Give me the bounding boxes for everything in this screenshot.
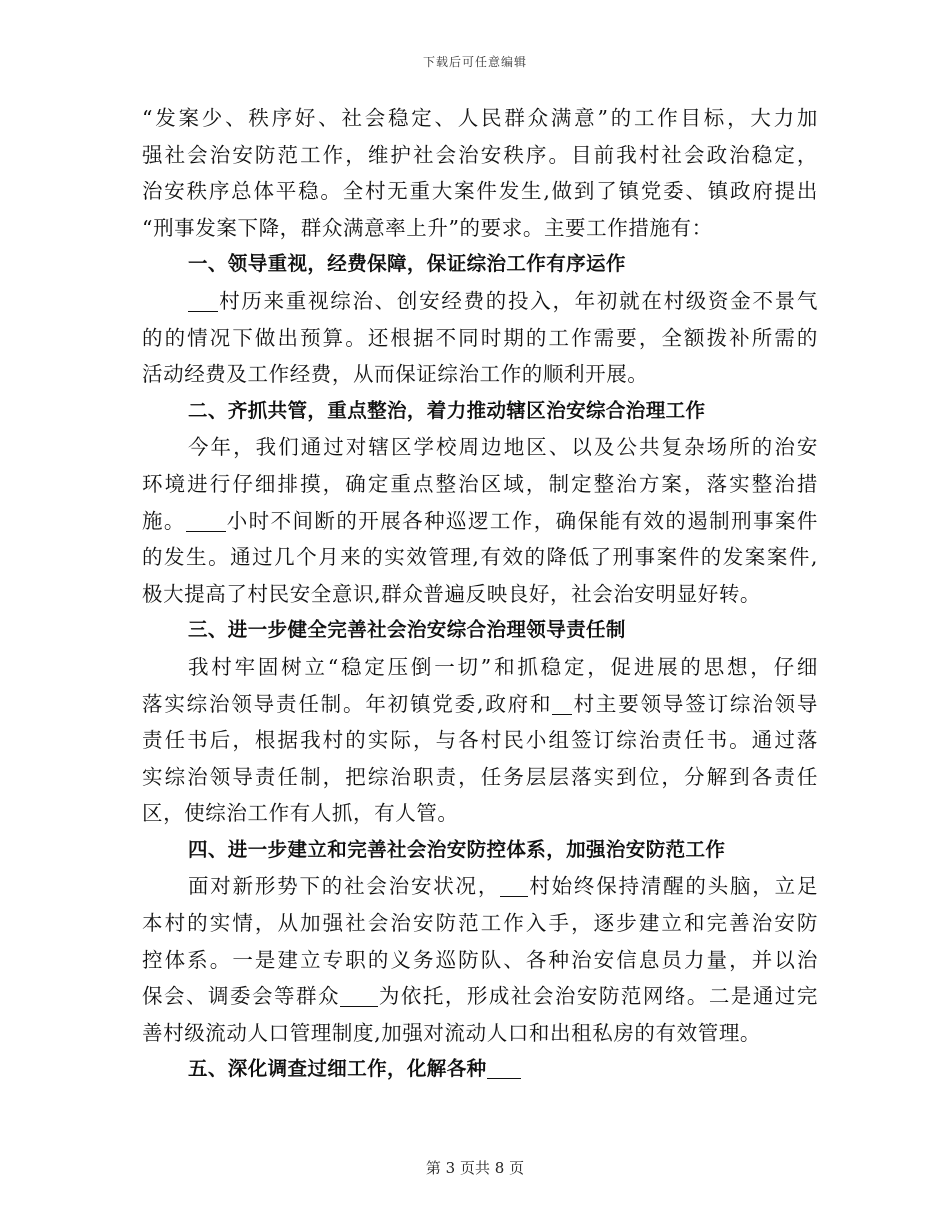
- section-1-line-2: 的的情况下做出预算。还根据不同时期的工作需要，全额拨补所需的: [142, 325, 818, 350]
- section-2-line-4: 的发生。通过几个月来的实效管理,有效的降低了刑事案件的发案案件,: [142, 545, 818, 570]
- section-3-line-2: 落实综治领导责任制。年初镇党委,政府和 村主要领导签订综治领导: [142, 691, 818, 716]
- section-4-heading: 四、进一步建立和完善社会治安防控体系，加强治安防范工作: [188, 837, 726, 861]
- section-3-line-4: 实综治领导责任制，把综治职责，任务层层落实到位，分解到各责任: [142, 764, 818, 789]
- section-1-heading: 一、领导重视，经费保障，保证综治工作有序运作: [188, 252, 626, 276]
- section-2-line-3: 施。 小时不间断的开展各种巡逻工作，确保能有效的遏制刑事案件: [142, 508, 819, 533]
- section-4-line-1: 面对新形势下的社会治安状况， 村始终保持清醒的头脑，立足: [188, 874, 818, 899]
- section-3-heading: 三、进一步健全完善社会治安综合治理领导责任制: [188, 618, 626, 642]
- section-5-heading: 五、深化调查过细工作，化解各种: [142, 1051, 818, 1088]
- section-4-line-3: 控体系。一是建立专职的义务巡防队、各种治安信息员力量，并以治: [142, 947, 818, 972]
- section-2-heading: 二、齐抓共管，重点整治，着力推动辖区治安综合治理工作: [188, 398, 706, 422]
- section-2-line-1: 今年，我们通过对辖区学校周边地区、以及公共复杂场所的治安: [188, 435, 818, 460]
- blank-underline: [186, 509, 226, 532]
- section-4-line-2: 本村的实情，从加强社会治安防范工作入手，逐步建立和完善治安防: [142, 911, 818, 936]
- page-header: 下载后可任意编辑: [422, 55, 527, 69]
- section-2-line-5: 极大提高了村民安全意识,群众普遍反映良好，社会治安明显好转。: [142, 581, 762, 606]
- intro-line-2: 强社会治安防范工作，维护社会治安秩序。目前我村社会政治稳定，: [142, 142, 818, 167]
- section-4-line-5: 善村级流动人口管理制度,加强对流动人口和出租私房的有效管理。: [142, 1020, 762, 1045]
- intro-line-4: “刑事发案下降，群众满意率上升”的要求。主要工作措施有：: [142, 215, 713, 240]
- intro-line-1: “发案少、秩序好、社会稳定、人民群众满意”的工作目标，大力加: [142, 106, 818, 130]
- section-3-line-1: 我村牢固树立“稳定压倒一切”和抓稳定，促进展的思想，仔细: [188, 654, 818, 679]
- page-footer: 第 3 页共 8 页: [425, 1159, 525, 1177]
- section-3-line-5: 区，使综治工作有人抓，有人管。: [142, 801, 459, 826]
- section-1-line-3: 活动经费及工作经费，从而保证综治工作的顺利开展。: [142, 362, 649, 387]
- section-2-line-2: 环境进行仔细排摸，确定重点整治区域，制定整治方案，落实整治措: [142, 471, 818, 496]
- blank-underline: [500, 874, 528, 897]
- section-4-line-4: 保会、调委会等群众 为依托，形成社会治安防范网络。二是通过完: [142, 984, 818, 1009]
- section-1-line-1: 村历来重视综治、创安经费的投入，年初就在村级资金不景气: [142, 283, 818, 320]
- section-3-line-3: 责任书后，根据我村的实际，与各村民小组签订综治责任书。通过落: [142, 728, 818, 753]
- blank-underline: [552, 692, 572, 715]
- blank-underline: [340, 984, 378, 1007]
- intro-line-3: 治安秩序总体平稳。全村无重大案件发生,做到了镇党委、镇政府提出: [142, 179, 818, 204]
- blank-underline: [487, 1056, 521, 1079]
- blank-underline: [188, 289, 218, 312]
- document-body: [142, 100, 818, 1088]
